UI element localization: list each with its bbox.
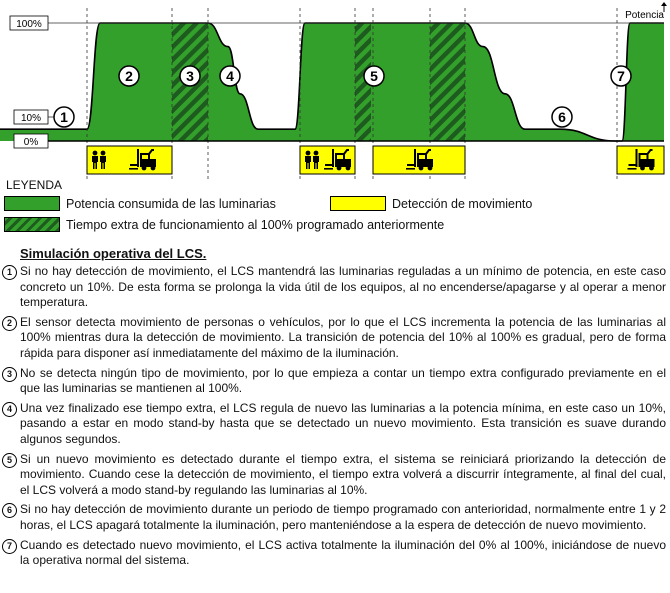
legend-extra-label: Tiempo extra de funcionamiento al 100% programado anteriormente [66, 217, 445, 232]
legend-motion-swatch [330, 196, 386, 211]
svg-text:7: 7 [617, 68, 625, 84]
legend-motion-row [330, 196, 532, 211]
simulation-notes [2, 264, 666, 573]
marker-7 [611, 66, 631, 86]
svg-text:6: 6 [558, 109, 566, 125]
motion-detection-box [373, 146, 465, 174]
note-number: 3 [2, 367, 17, 382]
svg-text:4: 4 [226, 68, 234, 84]
marker-1 [54, 107, 74, 127]
simulation-title: Simulación operativa del LCS. [20, 246, 207, 261]
note-number: 1 [2, 265, 17, 280]
note-7 [2, 538, 666, 569]
marker-3 [180, 66, 200, 86]
potencia-arrowhead [661, 2, 667, 6]
note-5 [2, 452, 666, 499]
note-1 [2, 264, 666, 311]
note-6 [2, 502, 666, 533]
note-text: No se detecta ningún tipo de movimiento, por lo que empieza a contar un tiempo extra configurado previamente en el que las luminarias se mantienen al 100%. [20, 365, 666, 396]
note-number: 4 [2, 402, 17, 417]
motion-detection-box [617, 146, 664, 174]
label-0: 0% [23, 137, 39, 148]
marker-5 [364, 66, 384, 86]
note-text: Si no hay detección de movimiento, el LCS mantendrá las luminarias reguladas a un mínimo de potencia, en este caso concreto un 10%. De esta forma se prolonga la vida útil de los equipos, al no encenderse/apagarse y al operar a menor temperatura. [20, 264, 666, 310]
potencia-label: Potencia [625, 10, 664, 21]
legend-extra-swatch [4, 217, 60, 232]
extra-time-hatch [430, 23, 465, 141]
label-10: 10% [20, 113, 42, 124]
note-2 [2, 315, 666, 362]
lighting-timeline-diagram [0, 0, 670, 180]
marker-2 [119, 66, 139, 86]
svg-text:5: 5 [370, 68, 378, 84]
note-number: 5 [2, 453, 17, 468]
marker-4 [220, 66, 240, 86]
note-number: 6 [2, 503, 17, 518]
note-text: Cuando es detectado nuevo movimiento, el LCS activa totalmente la iluminación del 0% al 100%, iniciándose de nuevo la operativa normal del sistema. [20, 537, 666, 568]
label-100: 100% [16, 19, 42, 30]
svg-text:2: 2 [125, 68, 133, 84]
svg-text:3: 3 [186, 68, 194, 84]
note-text: Si un nuevo movimiento es detectado durante el tiempo extra, el sistema se reiniciará priorizando la detección de movimiento. Cuando cese la detección de movimiento, el tiempo extra volverá a discurrir íntegramente, al final del cual, el LCS volverá a modo stand-by regulando las luminarias al 10%. [20, 451, 666, 497]
motion-detection-box [87, 146, 172, 174]
note-number: 2 [2, 316, 17, 331]
note-text: El sensor detecta movimiento de personas o vehículos, por lo que el LCS incrementa la potencia de las luminarias al 100% mientras dura la detección de movimiento. La transición de potencia del 10% al 100% es gradual, pero de forma rápida para disponer así inmediatamente del máximo de la iluminación. [20, 314, 666, 360]
marker-6 [552, 107, 572, 127]
svg-text:1: 1 [60, 109, 68, 125]
legend [4, 193, 664, 237]
legend-power-row [4, 196, 276, 211]
note-4 [2, 401, 666, 448]
legend-extra-row [4, 217, 444, 232]
note-text: Una vez finalizado ese tiempo extra, el LCS regula de nuevo las luminarias a la potencia mínima, en este caso un 10%, pasando a estar en modo stand-by hasta que se detectado un nuevo movimiento. Esta transición es suave durando algunos segundos. [20, 400, 666, 446]
legend-motion-label: Detección de movimiento [392, 196, 533, 211]
note-3 [2, 366, 666, 397]
motion-detection-box [300, 146, 355, 174]
legend-power-label: Potencia consumida de las luminarias [66, 196, 276, 211]
note-number: 7 [2, 539, 17, 554]
legend-power-swatch [4, 196, 60, 211]
note-text: Si no hay detección de movimiento durante un periodo de tiempo programado con anterioridad, normalmente entre 1 y 2 horas, el LCS apagará totalmente la iluminación, pero manteniéndose a la espera de detección de nuevo movimiento. [20, 502, 666, 532]
legend-title: LEYENDA [6, 178, 63, 192]
